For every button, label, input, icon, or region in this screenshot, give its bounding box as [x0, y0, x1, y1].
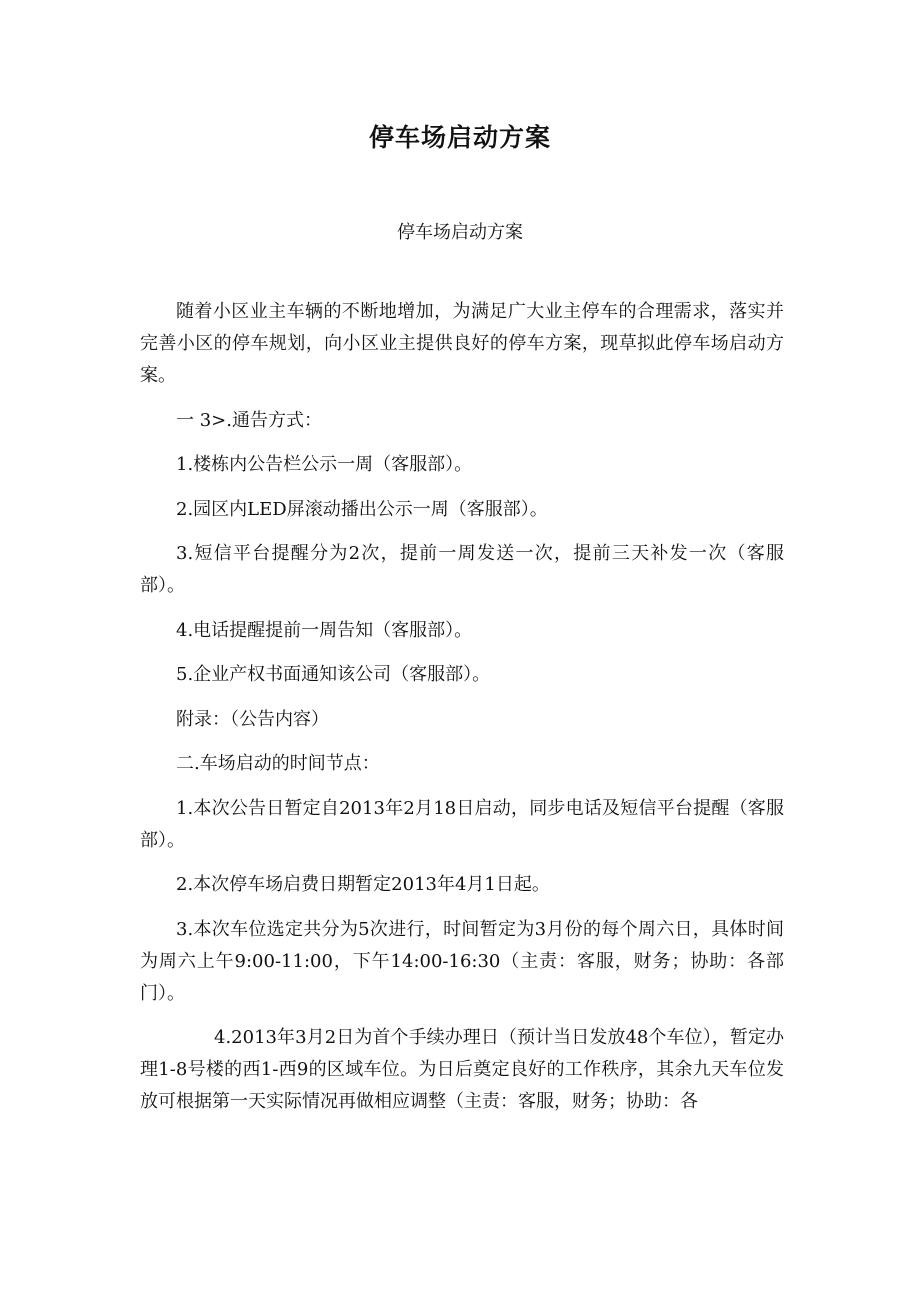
list-item: 1.楼栋内公告栏公示一周（客服部）。 — [176, 454, 473, 475]
document-subtitle: 停车场启动方案 — [397, 222, 523, 243]
appendix-note: 附录：（公告内容） — [176, 708, 329, 730]
list-item: 2.本次停车场启费日期暂定2013年4月1日起。 — [176, 874, 550, 895]
list-item: 3.短信平台提醒分为2次，提前一周发送一次，提前三天补发一次（客服部）。 — [140, 543, 784, 596]
list-item: 4.电话提醒提前一周告知（客服部）。 — [176, 619, 473, 641]
section-heading-timeline: 二.车场启动的时间节点： — [176, 753, 380, 774]
list-item: 1.本次公告日暂定自2013年2月18日启动，同步电话及短信平台提醒（客服部）。 — [140, 797, 784, 851]
list-item: 5.企业产权书面通知该公司（客服部）。 — [176, 664, 491, 685]
list-item: 4.2013年3月2日为首个手续办理日（预计当日发放48个车位），暂定办理1-8号楼的西1-西9的区域车位。为日后奠定良好的工作秩序，其余九天车位发放可根据第一天实际情况再做相应调整（主责：客服，财务；协助：各 — [140, 1027, 784, 1112]
document-title: 停车场启动方案 — [368, 123, 551, 152]
intro-paragraph: 随着小区业主车辆的不断地增加，为满足广大业主停车的合理需求，落实并完善小区的停车规划，向小区业主提供良好的停车方案，现草拟此停车场启动方案。 — [140, 301, 784, 386]
section-heading-notice-methods: 一 3>.通告方式： — [176, 409, 322, 431]
list-item: 2.园区内LED屏滚动播出公示一周（客服部）。 — [176, 498, 548, 520]
list-item: 3.本次车位选定共分为5次进行，时间暂定为3月份的每个周六日，具体时间为周六上午9:00-11:00，下午14:00-16:30（主责：客服，财务；协助：各部门）。 — [140, 918, 784, 1004]
document-body — [140, 296, 784, 1131]
